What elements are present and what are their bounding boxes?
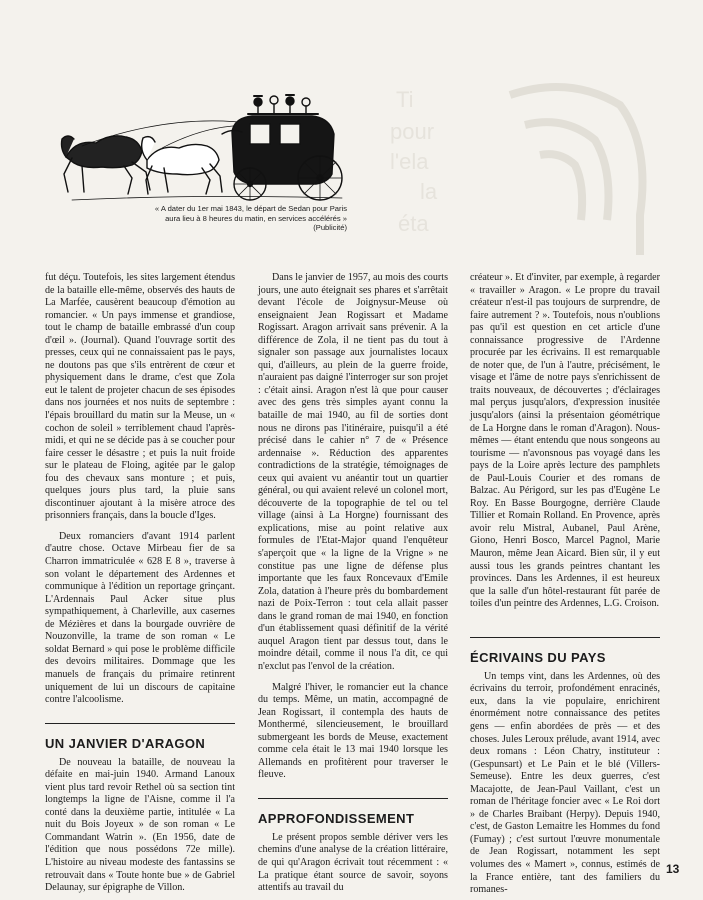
column-1 xyxy=(45,272,235,895)
paragraph: Un temps vint, dans les Ardennes, où des écrivains du terroir, profondément enracinés, eux, dans la vie populaire, enrichirent énormément notre connaissance des petites gens — enfin abordées de près — et des choses. Jules Leroux prélude, avant 1914, avec deux romans : Léon Chatry, instituteur : (Gespunsart) et Le Pain et le blé (Villers-Semeuse). Entre les deux guerres, c'est Macajotte, de Jean-Paul Vaillant, c'est un roman de l'héritage foncier avec « Le Roi dort » de Charles Braibant (Herpy). Depuis 1940, c'est, de Gaston Lemaitre les Hommes du fond (Fumay) ; c'est surtout l'œuvre monumentale de Jean Rogissart, notamment les sept volumes des « Mamert », connus, estimés de la France entière, tant des familiers du romanes- xyxy=(470,670,660,896)
column-3 xyxy=(470,272,660,897)
paragraph: De nouveau la bataille, de nouveau la défaite en mai-juin 1940. Armand Lanoux vient plus tard revoir Rethel où sa section tint longtemps la ligne de l'Aisne, comme il l'a conté dans la deuxième partie, intitulée « La nuit du Bois Joyeux » de son roman « Le Commandant Watrin ». (En 1956, date de l'édition que nous possédons 72e mille). L'histoire au niveau modeste des fantassins se retrouvait dans « Toute honte bue » de Gabriel Delaunay, sur épigraphe de Villon. xyxy=(45,756,235,894)
show-through-watermark xyxy=(360,55,703,260)
stagecoach-illustration xyxy=(52,62,352,212)
section-heading: ÉCRIVAINS DU PAYS xyxy=(470,637,660,665)
section-heading: APPROFONDISSEMENT xyxy=(258,798,448,826)
column-2 xyxy=(258,272,448,895)
paragraph: Deux romanciers d'avant 1914 parlent d'autre chose. Octave Mirbeau fier de sa Charron immatriculée « 628 E 8 », traverse à son volant le département des Ardennes et communique à l'édition un reportage grinçant. L'Ardennais Paul Acker situe plus sympathiquement, à Charleville, aux casernes de Mézières et dans la bourgade ouvrière de Nouzonville, la trame de son roman « Le soldat Bernard » qui pose le problème difficile des devoirs militaires. Dommage que les manuels de français du primaire retinrent uniquement de lui un discours de capitaine contre l'alcoolisme. xyxy=(45,530,235,706)
caption-line: aura lieu à 8 heures du matin, en services accélérés » xyxy=(165,213,347,223)
watermark-text: Ti xyxy=(396,87,414,112)
paragraph: fut déçu. Toutefois, les sites largement étendus de la bataille elle-même, observés des hauts de La Marfée, causèrent beaucoup d'émotion au romancier. « Un pays immense et grandiose, tout le champ de bataille embrassé d'un coup d'œil ». (Journal). Quand l'ouvrage sortit des presses, ceux qui ne connaissaient pas le pays, ne doutons pas que s'ils entrèrent de cœur et physiquement dans le drame, c'est que Zola eut le talent de projeter chacun de ses épisodes dans nos journées et nos nuits de septembre : l'épais brouillard du matin sur la Meuse, un « cochon de soleil » terriblement chaud l'après-midi, et qui ne se décide pas à se coucher pour faire cesser le désastre ; et puis la nuit froide sur le plateau de Floing, agitée par le galop fou des chevaux sans monture ; et puis, quelques jours plus tard, la pluie sans discontinuer ajoutant à la misère atroce des prisonniers français, dans la boucle d'Iges. xyxy=(45,272,235,522)
paragraph: Malgré l'hiver, le romancier eut la chance du temps. Même, un matin, accompagné de Jean Rogissart, il contempla des hauts de Monthermé, silencieusement, le brouillard submergeant les bords de Meuse, exactement comme cela était le 13 mai 1940 lorsque les Allemands en profitèrent pour traverser le fleuve. xyxy=(258,681,448,781)
illustration-caption xyxy=(52,204,347,233)
caption-credit: (Publicité) xyxy=(313,223,347,233)
watermark-text: pour xyxy=(390,119,435,144)
watermark-text: la xyxy=(420,179,438,204)
caption-line: « A dater du 1er mai 1843, le départ de Sedan pour Paris xyxy=(154,204,347,213)
page-number: 13 xyxy=(666,862,680,876)
paragraph: Dans le janvier de 1957, au mois des courts jours, une auto éteignait ses phares et s'arrêtait devant l'école de Joignysur-Meuse où enseignaient Jean Rogissart et Madame Rogissart. Aragon arrivait sans prévenir. A la différence de Zola, il ne tient pas du tout à signaler son passage aux journalistes locaux qui, d'ailleurs, au plein de la guerre froide, n'auraient pas daigné l'interroger sur son projet : c'était ainsi. Aragon n'est là que pour causer avec des gens très simples ayant connu la bataille de mai 1940, au fil de sorties dont nous ne dirons pas l'itinéraire, puisqu'il a été précisé dans le cahier n° 7 de « Présence ardennaise ». Réduction des apparentes contradictions de la stratégie, témoignages de ceux qui avaient vu anéantir tout un quartier général, ou qui avaient relevé un colonel mort, découverte de la topographie de tel ou tel village (ainsi à La Horgne) fournissant des explications, mise au point relative aux formules de l'Etat-Major quand l'enquêteur s'aperçoit que « la ligne de la Vrigne » ne constitue pas une ligne de défense plus importante que les faux Roncevaux d'Emile Zola, datation à l'heure près du bombardement nazi de Poix-Terron : tout cela allait passer dans le grand roman de mai 1940, en fonction d'un établissement quasi définitif de la vérité auquel Aragon tient par dessus tout, dans le moindre détail, comme il nous l'a dit, ce qui n'exclut pas l'envol de la création. xyxy=(258,272,448,672)
watermark-text: éta xyxy=(398,211,429,236)
watermark-text: l'ela xyxy=(390,149,429,174)
section-heading: UN JANVIER D'ARAGON xyxy=(45,723,235,751)
paragraph: Le présent propos semble dériver vers les chemins d'une analyse de la création littéraire, de qui qu'Aragon écrivait tout récemment : « La pratique étant source de savoir, soyons attentifs au travail du xyxy=(258,831,448,894)
paragraph: créateur ». Et d'inviter, par exemple, à regarder « travailler » Aragon. « Le propre du travail créateur n'est-il pas toujours de surprendre, de faire autrement ? ». Toutefois, nous n'oublions pas qu'il est question en cet article d'une connaissance progressive de l'Ardenne procurée par les écrivains. Il est remarquable de noter que, de l'un à l'autre, précisément, le visage et l'âme de notre pays s'enrichissent de traits nouveaux, de découvertes ; d'éclairages mal perçus jusqu'alors, d'expression inusitée jusqu'alors (ainsi la présentaion géométrique de La Horgne dans le roman d'Aragon). Nous-mêmes — étant entendu que nous songeons au tourisme — n'avonsnous pas voyagé dans les pays de la Loire après lecture des pamphlets de Paul-Louis Courier et des romans de Balzac. Au Périgord, sur les pas d'Eugène Le Roy. En Basse Bourgogne, derrière Claude Tillier et Romain Rolland. En Provence, après avoir relu Mistral, Aubanel, Paul Arène, Giono, Henri Bosco, Marcel Pagnol, Marie Mauron, même Jean Aicard. Bien sûr, il y eut aussi tous les grands peintres chantant les provinces. Dans les Ardennes, il est heureux que la salle d'un hôtel-restaurant fût parée de toiles d'un peintre des Ardennes, L.G. Croison. xyxy=(470,272,660,610)
